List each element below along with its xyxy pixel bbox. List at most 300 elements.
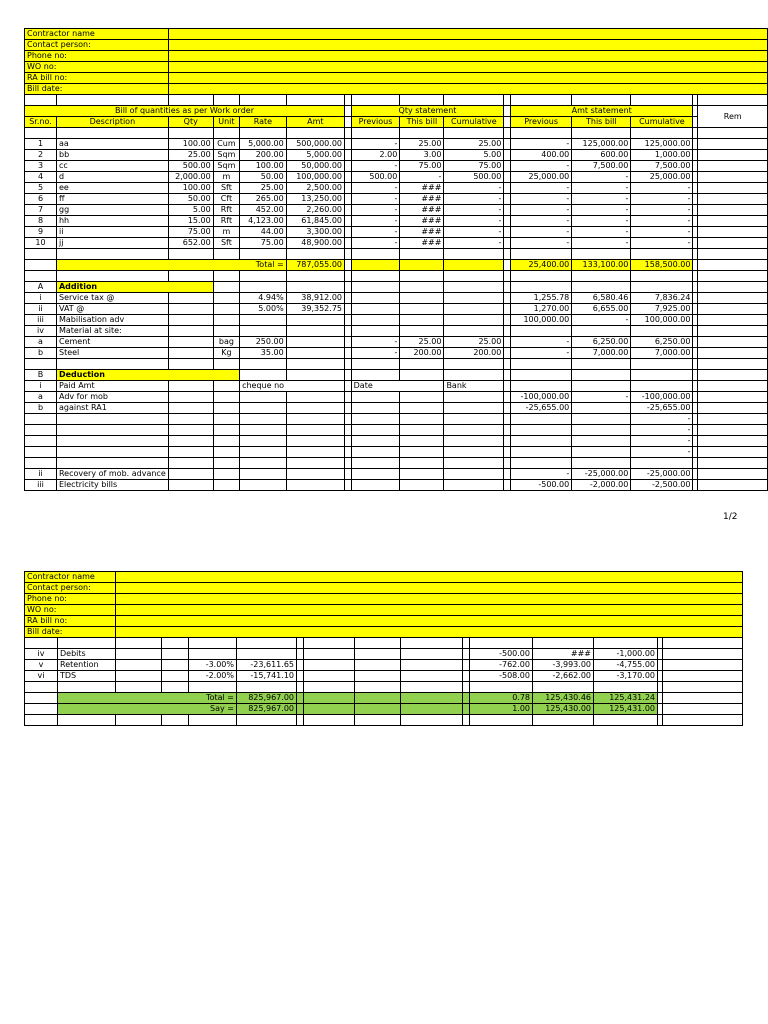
amt-this-bill-header: This bill xyxy=(572,117,631,128)
total-row xyxy=(25,260,768,271)
sheet-cell xyxy=(698,128,768,139)
sheet-cell xyxy=(504,359,511,370)
sheet-cell xyxy=(693,117,698,128)
unit-cell: Cum xyxy=(213,139,239,150)
qty-cumulative-header: Cumulative xyxy=(444,117,504,128)
amt-cumulative-cell: -25,655.00 xyxy=(631,403,693,414)
item-row xyxy=(25,172,768,183)
sheet-cell xyxy=(572,249,631,260)
blank-row xyxy=(25,425,768,436)
sheet-cell xyxy=(698,403,768,414)
sheet-cell xyxy=(286,414,344,425)
sheet-cell xyxy=(504,216,511,227)
sr-no-cell: 2 xyxy=(25,150,57,161)
unit-cell: Sqm xyxy=(213,161,239,172)
amount-cell: 13,250.00 xyxy=(286,194,344,205)
sheet-cell xyxy=(286,458,344,469)
amt-this-bill-cell: - xyxy=(572,194,631,205)
qty-cumulative-cell xyxy=(444,326,504,337)
total-amt-previous: 0.78 xyxy=(470,693,533,704)
sr-no-cell: 3 xyxy=(25,161,57,172)
sheet-cell xyxy=(345,447,352,458)
sheet-cell xyxy=(56,271,168,282)
sheet-cell xyxy=(572,370,631,381)
sheet-cell xyxy=(213,359,239,370)
qty-cell: 50.00 xyxy=(168,194,213,205)
sheet-cell xyxy=(572,436,631,447)
qty-cumulative-cell xyxy=(401,671,463,682)
sr-no-cell: i xyxy=(25,381,57,392)
sheet-cell xyxy=(345,436,352,447)
qty-cumulative-cell xyxy=(444,315,504,326)
sheet-cell xyxy=(25,414,57,425)
sr-no-cell: 6 xyxy=(25,194,57,205)
qty-cumulative-cell xyxy=(444,304,504,315)
sheet-cell xyxy=(504,480,511,491)
amount-cell xyxy=(286,403,344,414)
sheet-cell xyxy=(345,359,352,370)
qty-this-bill-cell xyxy=(400,480,444,491)
rate-cell: -3.00% xyxy=(189,660,237,671)
sheet-cell xyxy=(213,95,239,106)
sr-no-cell: a xyxy=(25,337,57,348)
spacer-row xyxy=(25,638,743,649)
rate-cell: 100.00 xyxy=(240,161,287,172)
amount-cell: 48,900.00 xyxy=(286,238,344,249)
sheet-cell xyxy=(351,260,400,271)
qty-this-bill-cell: ### xyxy=(400,194,444,205)
unit-cell xyxy=(162,660,189,671)
amount-cell: 5,000.00 xyxy=(286,150,344,161)
sr-no-cell: iv xyxy=(25,326,57,337)
unit-cell: Kg xyxy=(213,348,239,359)
qty-this-bill-cell: 75.00 xyxy=(400,161,444,172)
qty-cumulative-cell: 75.00 xyxy=(444,161,504,172)
sheet-cell xyxy=(56,447,168,458)
amt-cumulative-cell: -25,000.00 xyxy=(631,469,693,480)
sheet-cell xyxy=(237,682,297,693)
sr-no-cell: v xyxy=(25,660,58,671)
amt-previous-cell: - xyxy=(510,216,571,227)
info-label: Phone no: xyxy=(25,594,116,605)
sheet-cell xyxy=(286,249,344,260)
sheet-cell xyxy=(345,183,352,194)
sheet-cell xyxy=(213,381,239,392)
info-label: Contact person: xyxy=(25,583,116,594)
qty-previous-cell: - xyxy=(351,348,400,359)
sheet-cell xyxy=(463,682,470,693)
qty-cumulative-cell: - xyxy=(444,227,504,238)
cheque-label: cheque no xyxy=(240,381,345,392)
qty-this-bill-cell: ### xyxy=(400,238,444,249)
sheet-cell xyxy=(594,682,658,693)
qty-previous-cell xyxy=(351,326,400,337)
sheet-cell xyxy=(572,282,631,293)
sheet-cell xyxy=(25,359,57,370)
addition-row xyxy=(25,326,768,337)
rate-cell xyxy=(240,315,287,326)
amount-cell xyxy=(286,326,344,337)
sheet-cell xyxy=(594,715,658,726)
sheet-cell xyxy=(213,425,239,436)
say-label: Say = xyxy=(58,704,237,715)
sheet-cell xyxy=(401,715,463,726)
sheet-cell xyxy=(297,660,304,671)
qty-cell xyxy=(168,337,213,348)
sheet-cell xyxy=(56,95,168,106)
amt-this-bill-cell: - xyxy=(572,315,631,326)
info-label: RA bill no: xyxy=(25,616,116,627)
sheet-cell xyxy=(351,436,400,447)
sheet-cell xyxy=(168,436,213,447)
qty-this-bill-cell: ### xyxy=(400,227,444,238)
sheet-cell xyxy=(25,715,58,726)
description-cell: Adv for mob xyxy=(56,392,168,403)
sheet-cell xyxy=(168,249,213,260)
description-cell: hh xyxy=(56,216,168,227)
info-label: WO no: xyxy=(25,62,169,73)
sheet-cell xyxy=(698,249,768,260)
section-row xyxy=(25,282,768,293)
sheet-cell xyxy=(698,271,768,282)
sheet-cell xyxy=(56,425,168,436)
sheet-cell xyxy=(463,649,470,660)
sheet-cell xyxy=(345,249,352,260)
sheet-cell xyxy=(504,95,511,106)
info-row xyxy=(25,627,743,638)
sheet-cell xyxy=(25,704,58,715)
qty-cumulative-cell: - xyxy=(444,216,504,227)
amt-this-bill-cell: 6,250.00 xyxy=(572,337,631,348)
sheet-cell xyxy=(504,282,511,293)
sheet-cell xyxy=(504,414,511,425)
info-value xyxy=(168,62,767,73)
rate-cell: 5.00% xyxy=(240,304,287,315)
sheet-cell xyxy=(116,638,162,649)
item-row xyxy=(25,194,768,205)
sheet-cell xyxy=(400,249,444,260)
sheet-cell xyxy=(510,447,571,458)
sheet-cell xyxy=(240,128,287,139)
description-cell: d xyxy=(56,172,168,183)
rate-cell: 265.00 xyxy=(240,194,287,205)
sheet-cell xyxy=(56,436,168,447)
qty-header: Qty xyxy=(168,117,213,128)
sheet-cell xyxy=(698,293,768,304)
total-amount: 825,967.00 xyxy=(237,693,297,704)
total-label: Total = xyxy=(58,693,237,704)
sheet-cell xyxy=(504,172,511,183)
item-row xyxy=(25,238,768,249)
sheet-cell xyxy=(504,238,511,249)
description-cell: ii xyxy=(56,227,168,238)
sheet-cell xyxy=(213,447,239,458)
sheet-cell xyxy=(286,359,344,370)
sheet-cell: - xyxy=(631,447,693,458)
qty-cumulative-cell: - xyxy=(444,205,504,216)
deduction-row xyxy=(25,403,768,414)
amount-cell xyxy=(286,469,344,480)
sheet-cell xyxy=(400,370,444,381)
sheet-cell xyxy=(240,414,287,425)
sheet-cell xyxy=(168,381,213,392)
sheet-cell xyxy=(56,359,168,370)
bill-sheet-page-2 xyxy=(24,571,743,726)
sheet-cell xyxy=(345,414,352,425)
sheet-cell xyxy=(698,172,768,183)
sheet-cell xyxy=(168,414,213,425)
qty-cumulative-cell: 200.00 xyxy=(444,348,504,359)
material-row xyxy=(25,348,768,359)
qty-previous-cell: 500.00 xyxy=(351,172,400,183)
sheet-cell: - xyxy=(631,436,693,447)
description-cell: Service tax @ xyxy=(56,293,168,304)
info-label: WO no: xyxy=(25,605,116,616)
sheet-cell xyxy=(345,315,352,326)
sheet-cell xyxy=(698,359,768,370)
qty-cumulative-cell xyxy=(444,469,504,480)
qty-previous-cell: - xyxy=(351,194,400,205)
qty-previous-cell xyxy=(351,480,400,491)
sheet-cell xyxy=(572,128,631,139)
amt-this-bill-cell: - xyxy=(572,172,631,183)
spacer-row xyxy=(25,249,768,260)
description-cell: Mabilisation adv xyxy=(56,315,168,326)
sheet-cell xyxy=(213,458,239,469)
sheet-cell xyxy=(25,249,57,260)
rate-cell: 250.00 xyxy=(240,337,287,348)
unit-header: Unit xyxy=(213,117,239,128)
qty-previous-cell xyxy=(351,392,400,403)
amt-cumulative-cell: -100,000.00 xyxy=(631,392,693,403)
sheet-cell xyxy=(444,271,504,282)
sheet-cell xyxy=(168,271,213,282)
sheet-cell xyxy=(504,271,511,282)
qty-this-bill-cell: ### xyxy=(400,216,444,227)
sheet-cell xyxy=(351,425,400,436)
sheet-cell xyxy=(168,425,213,436)
qty-this-bill-cell: 200.00 xyxy=(400,348,444,359)
unit-cell: m xyxy=(213,227,239,238)
qty-this-bill-cell: 25.00 xyxy=(400,139,444,150)
info-label: RA bill no: xyxy=(25,73,169,84)
sheet-cell xyxy=(345,337,352,348)
sheet-cell xyxy=(237,715,297,726)
item-row xyxy=(25,161,768,172)
amt-previous-cell: - xyxy=(510,469,571,480)
unit-cell xyxy=(213,392,239,403)
sheet-cell xyxy=(56,249,168,260)
blank-row xyxy=(25,436,768,447)
sheet-cell xyxy=(698,425,768,436)
amt-previous-cell xyxy=(510,326,571,337)
amt-cumulative-cell: 6,250.00 xyxy=(631,337,693,348)
sheet-cell xyxy=(444,370,504,381)
spacer-row xyxy=(25,128,768,139)
qty-cell xyxy=(168,293,213,304)
rate-cell xyxy=(240,326,287,337)
unit-cell xyxy=(213,326,239,337)
sheet-cell xyxy=(168,447,213,458)
rate-header: Rate xyxy=(240,117,287,128)
sheet-cell xyxy=(504,326,511,337)
rate-cell: 200.00 xyxy=(240,150,287,161)
total-amt-previous: 25,400.00 xyxy=(510,260,571,271)
qty-statement-heading: Qty statement xyxy=(351,106,504,117)
sheet-cell xyxy=(504,436,511,447)
sheet-cell xyxy=(168,458,213,469)
rate-cell xyxy=(189,649,237,660)
sheet-cell xyxy=(286,370,344,381)
amt-this-bill-cell: 125,000.00 xyxy=(572,139,631,150)
qty-cumulative-cell: 500.00 xyxy=(444,172,504,183)
info-value xyxy=(168,40,767,51)
sheet-cell xyxy=(400,271,444,282)
sheet-cell xyxy=(510,458,571,469)
sheet-cell xyxy=(400,95,444,106)
amt-previous-cell: - xyxy=(510,238,571,249)
qty-previous-cell: - xyxy=(351,216,400,227)
sheet-cell xyxy=(345,458,352,469)
qty-cumulative-cell xyxy=(401,649,463,660)
page-number: 1/2 xyxy=(723,512,738,522)
sheet-cell xyxy=(510,436,571,447)
amt-cumulative-cell: - xyxy=(631,194,693,205)
qty-previous-cell: - xyxy=(351,205,400,216)
sheet-cell xyxy=(304,638,355,649)
sheet-cell xyxy=(663,682,743,693)
amt-previous-cell: -508.00 xyxy=(470,671,533,682)
sheet-cell xyxy=(504,117,511,128)
qty-this-bill-cell xyxy=(355,649,401,660)
spacer-row xyxy=(25,715,743,726)
qty-cell: 500.00 xyxy=(168,161,213,172)
sheet-cell xyxy=(510,381,571,392)
sheet-cell xyxy=(304,704,355,715)
sheet-cell xyxy=(58,682,116,693)
sheet-cell xyxy=(698,161,768,172)
sr-no-cell: 7 xyxy=(25,205,57,216)
rate-cell: 5,000.00 xyxy=(240,139,287,150)
info-label: Contact person: xyxy=(25,40,169,51)
qty-cell xyxy=(168,480,213,491)
sheet-cell xyxy=(444,260,504,271)
amt-previous-cell: -100,000.00 xyxy=(510,392,571,403)
sheet-cell xyxy=(504,304,511,315)
qty-previous-cell: - xyxy=(351,337,400,348)
sheet-cell xyxy=(504,260,511,271)
description-cell: Recovery of mob. advance xyxy=(56,469,168,480)
sheet-cell xyxy=(189,682,237,693)
amt-cumulative-cell: - xyxy=(631,183,693,194)
sheet-cell xyxy=(213,436,239,447)
sr-no-cell: 1 xyxy=(25,139,57,150)
sheet-cell xyxy=(594,638,658,649)
info-value xyxy=(116,616,743,627)
sheet-cell xyxy=(345,194,352,205)
sheet-cell xyxy=(510,249,571,260)
amt-cumulative-cell: 1,000.00 xyxy=(631,150,693,161)
sheet-cell xyxy=(351,370,400,381)
sheet-cell xyxy=(444,414,504,425)
sr-no-cell: 8 xyxy=(25,216,57,227)
amt-this-bill-cell xyxy=(572,403,631,414)
amt-cumulative-cell: -1,000.00 xyxy=(594,649,658,660)
sheet-cell xyxy=(663,715,743,726)
unit-cell: bag xyxy=(213,337,239,348)
sheet-cell xyxy=(400,447,444,458)
sheet-cell xyxy=(504,139,511,150)
boq-heading: Bill of quantities as per Work order xyxy=(25,106,345,117)
srno-header: Sr.no. xyxy=(25,117,57,128)
amt-previous-cell: 400.00 xyxy=(510,150,571,161)
qty-cell xyxy=(116,671,162,682)
sheet-cell xyxy=(698,436,768,447)
qty-this-bill-cell xyxy=(400,392,444,403)
rate-cell xyxy=(240,392,287,403)
total-amount: 787,055.00 xyxy=(286,260,344,271)
sheet-cell xyxy=(351,249,400,260)
sr-no-cell: b xyxy=(25,403,57,414)
sheet-cell xyxy=(213,249,239,260)
info-label: Contractor name xyxy=(25,572,116,583)
sheet-cell xyxy=(533,682,594,693)
blank-row xyxy=(25,447,768,458)
say-amt-previous: 1.00 xyxy=(470,704,533,715)
sheet-cell xyxy=(572,458,631,469)
info-value xyxy=(116,594,743,605)
sheet-cell xyxy=(168,128,213,139)
sheet-cell xyxy=(463,704,470,715)
sheet-cell xyxy=(444,458,504,469)
description-cell: Cement xyxy=(56,337,168,348)
info-value xyxy=(116,583,743,594)
qty-this-bill-cell xyxy=(400,304,444,315)
description-cell: ee xyxy=(56,183,168,194)
sheet-cell xyxy=(297,649,304,660)
description-cell: Electricity bills xyxy=(56,480,168,491)
addition-row xyxy=(25,304,768,315)
sheet-cell xyxy=(345,106,352,117)
amt-previous-cell: -762.00 xyxy=(470,660,533,671)
unit-cell: Rft xyxy=(213,205,239,216)
sr-no-cell: 4 xyxy=(25,172,57,183)
sr-no-cell: i xyxy=(25,293,57,304)
sheet-cell xyxy=(345,139,352,150)
sheet-cell xyxy=(463,660,470,671)
info-label: Phone no: xyxy=(25,51,169,62)
qty-previous-cell xyxy=(351,403,400,414)
section-letter: B xyxy=(25,370,57,381)
qty-this-bill-cell xyxy=(400,403,444,414)
sheet-cell xyxy=(345,95,352,106)
amt-previous-cell: - xyxy=(510,183,571,194)
date-label: Date xyxy=(351,381,444,392)
sheet-cell xyxy=(162,715,189,726)
sheet-cell xyxy=(663,649,743,660)
sheet-cell xyxy=(401,704,463,715)
amt-cumulative-cell: 25,000.00 xyxy=(631,172,693,183)
sheet-cell xyxy=(504,425,511,436)
sr-no-cell: ii xyxy=(25,469,57,480)
info-value xyxy=(116,605,743,616)
amt-statement-heading: Amt statement xyxy=(510,106,692,117)
sheet-cell xyxy=(25,271,57,282)
sheet-cell xyxy=(345,282,352,293)
qty-cell xyxy=(168,315,213,326)
sheet-cell xyxy=(345,238,352,249)
info-label: Contractor name xyxy=(25,29,169,40)
